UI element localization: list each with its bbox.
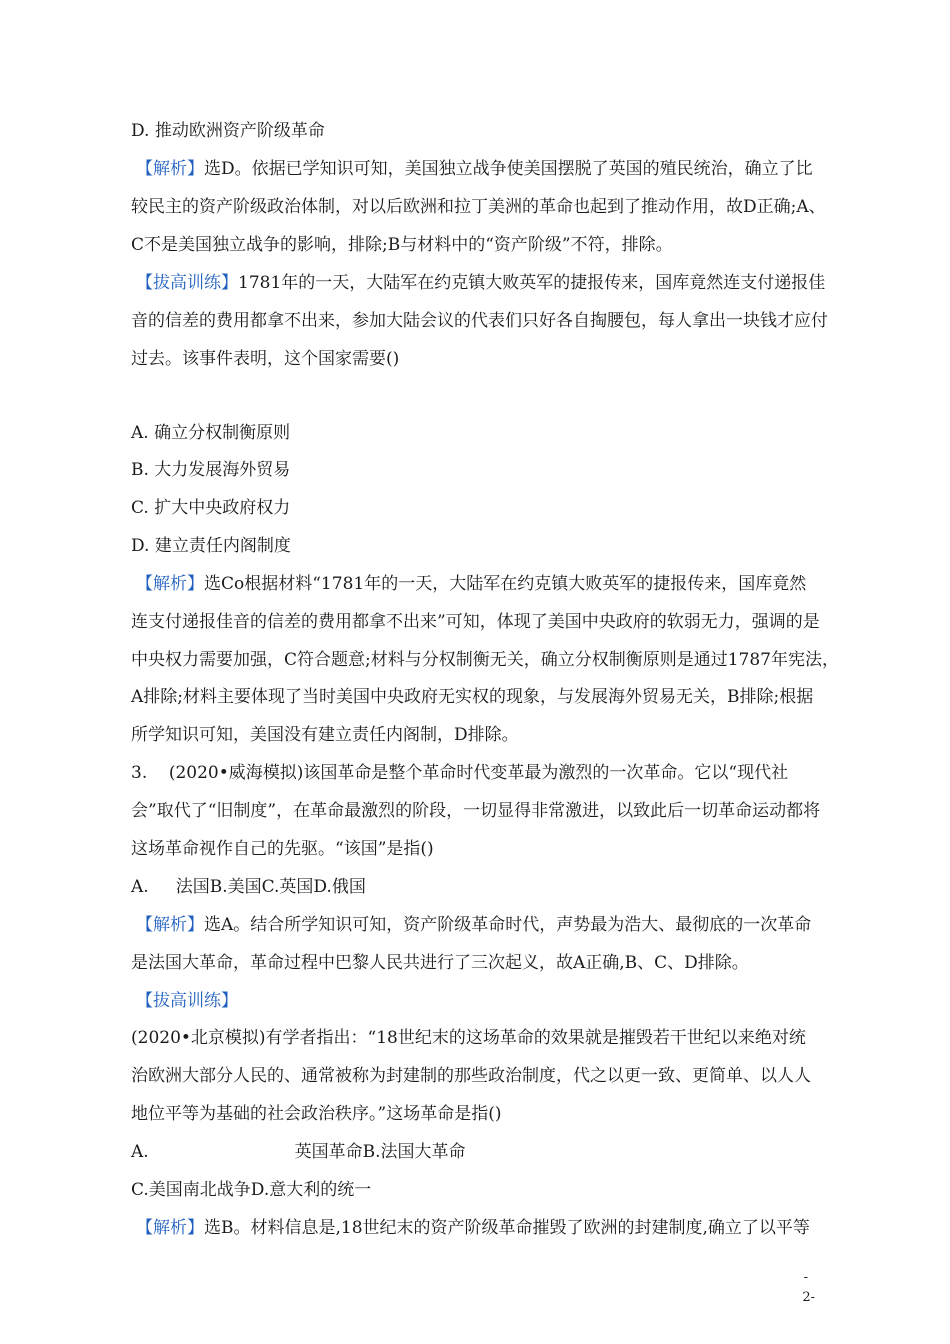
line-1: D. 推动欧洲资产阶级革命 [131, 121, 325, 141]
line-12: 【解析】选Co根据材料“1781年的一天，大陆军在约克镇大败英军的捷报传来，国库竟然 [136, 574, 807, 594]
line-3: 较民主的资产阶级政治体制，对以后欧洲和拉丁美洲的革命也起到了推动作用，故D正确;A、 [131, 197, 826, 217]
question-3: 3. (2020•威海模拟)该国革命是整个革命时代变革最为激烈的一次革命。它以“现代社 [131, 763, 789, 783]
option-b: B. 大力发展海外贸易 [131, 460, 291, 480]
line-6: 音的信差的费用都拿不出来，参加大陆会议的代表们只好各自掏腰包，每人拿出一块钱才应付 [131, 311, 828, 331]
option-d: D. 建立责任内阁制度 [131, 536, 291, 556]
options-line-28: C.美国南北战争D.意大利的统一 [131, 1180, 372, 1200]
training-tag: 【拔高训练】 [136, 991, 238, 1011]
options-line-20: A. 法国B.美国C.英国D.俄国 [131, 877, 366, 897]
line-14: 中央权力需要加强，C符合题意;材料与分权制衡无关，确立分权制衡原则是通过1787年宪法， [131, 650, 839, 670]
analysis-tag: 【解析】 [136, 915, 204, 935]
line-21: 【解析】选A。结合所学知识可知，资产阶级革命时代，声势最为浩大、最彻底的一次革命 [136, 915, 812, 935]
page-number-dash: - [803, 1270, 808, 1285]
options-line-27: A. 英国革命B.法国大革命 [131, 1142, 466, 1162]
line-2: 【解析】选D。依据已学知识可知，美国独立战争使美国摆脱了英国的殖民统治，确立了比 [136, 159, 813, 179]
line-16: 所学知识可知，美国没有建立责任内阁制，D排除。 [131, 725, 519, 745]
page-number: 2- [802, 1290, 815, 1305]
line-15: A排除;材料主要体现了当时美国中央政府无实权的现象，与发展海外贸易无关，B排除;根据 [131, 687, 814, 707]
line-26: 地位平等为基础的社会政治秩序。”这场革命是指() [131, 1104, 502, 1124]
analysis-tag: 【解析】 [136, 159, 204, 179]
line-19: 这场革命视作自己的先驱。“该国”是指() [131, 839, 434, 859]
option-c: C. 扩大中央政府权力 [131, 498, 291, 518]
line-18: 会”取代了“旧制度”，在革命最激烈的阶段，一切显得非常激进，以致此后一切革命运动都将 [131, 801, 821, 821]
line-23 [136, 990, 238, 1012]
line-7: 过去。该事件表明，这个国家需要() [131, 349, 400, 369]
line-5: 【拔高训练】1781年的一天，大陆军在约克镇大败英军的捷报传来，国库竟然连支付递报佳 [136, 273, 826, 293]
line-29: 【解析】选B。材料信息是,18世纪末的资产阶级革命摧毁了欧洲的封建制度,确立了以平等 [136, 1218, 810, 1238]
training-tag: 【拔高训练】 [136, 273, 238, 293]
line-13: 连支付递报佳音的信差的费用都拿不出来”可知，体现了美国中央政府的软弱无力，强调的是 [131, 612, 820, 632]
line-22: 是法国大革命，革命过程中巴黎人民共进行了三次起义，故A正确,B、C、D排除。 [131, 953, 749, 973]
analysis-tag: 【解析】 [136, 574, 204, 594]
option-a: A. 确立分权制衡原则 [131, 423, 291, 443]
line-24: (2020•北京模拟)有学者指出：“18世纪末的这场革命的效果就是摧毁若干世纪以来绝对统 [131, 1028, 806, 1048]
analysis-tag: 【解析】 [136, 1218, 204, 1238]
line-4: C不是美国独立战争的影响，排除;B与材料中的“资产阶级”不符，排除。 [131, 235, 673, 255]
line-25: 治欧洲大部分人民的、通常被称为封建制的那些政治制度，代之以更一致、更简单、以人人 [131, 1066, 811, 1086]
